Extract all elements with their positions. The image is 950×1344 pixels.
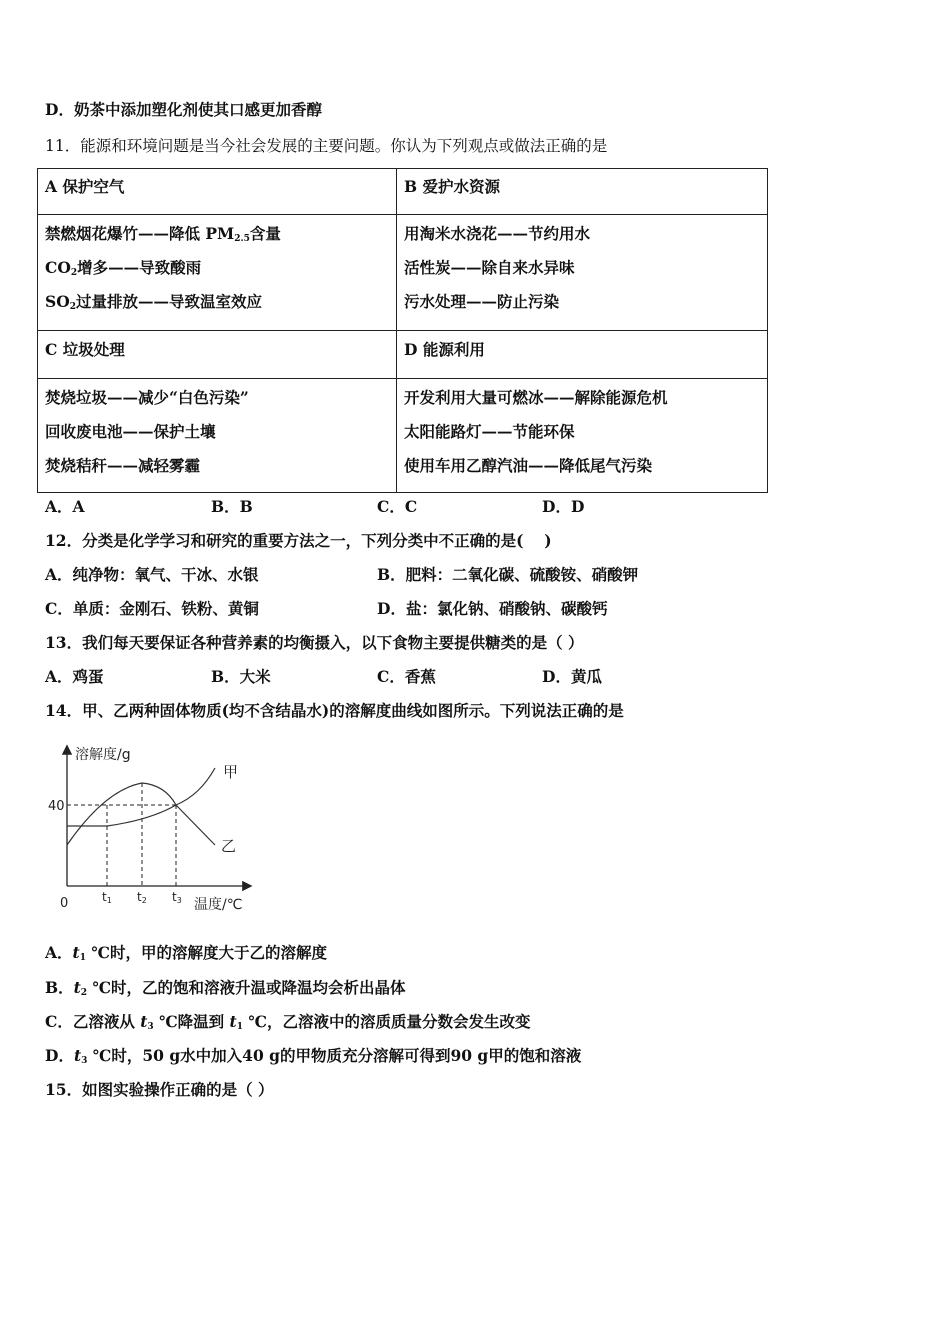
text: ℃时，乙的饱和溶液升温或降温均会析出晶体 [87, 978, 406, 997]
q15-stem: 15．如图实验操作正确的是（ ） [45, 1080, 274, 1099]
cell-b-row: 用淘米水浇花——节约用水 [404, 224, 591, 243]
q13-stem: 13．我们每天要保证各种营养素的均衡摄入，以下食物主要提供糖类的是（ ） [45, 633, 584, 652]
cell-b-row: 活性炭——除自来水异味 [404, 258, 575, 277]
q13-option-b: B．大米 [211, 667, 271, 686]
cell-c-row: 焚烧秸秆——减轻雾霾 [45, 456, 201, 475]
origin-label: 0 [60, 896, 69, 911]
guide-lines [67, 783, 176, 886]
q12-option-b: B．肥料：二氧化碳、硫酸铵、硝酸钾 [377, 565, 639, 584]
text: ℃，乙溶液中的溶质质量分数会发生改变 [242, 1012, 531, 1031]
text: 过量排放——导致温室效应 [75, 292, 262, 311]
subscript: 1 [79, 953, 86, 963]
text: t [73, 978, 81, 997]
q13-option-c: C．香蕉 [377, 667, 436, 686]
q12-option-c: C．单质：金刚石、铁粉、黄铜 [45, 599, 259, 618]
text: 禁燃烟花爆竹——降低 PM [45, 224, 235, 243]
text: ℃时，50 g水中加入40 g的甲物质充分溶解可得到90 g甲的饱和溶液 [87, 1046, 582, 1065]
text: SO [45, 292, 70, 311]
cell-a-header: A 保护空气 [45, 177, 125, 196]
cell-d-header: D 能源利用 [404, 340, 485, 359]
q12-stem: 12．分类是化学学习和研究的重要方法之一，下列分类中不正确的是( ) [45, 531, 552, 550]
text: 含量 [249, 224, 281, 243]
text: t [73, 1046, 82, 1065]
subscript: 2.5 [234, 234, 250, 244]
cell-d-row: 太阳能路灯——节能环保 [404, 422, 575, 441]
q13-option-d: D．黄瓜 [542, 667, 602, 686]
cell-c-row: 焚烧垃圾——减少“白色污染” [45, 388, 249, 407]
cell-b-header: B 爱护水资源 [404, 177, 500, 196]
subscript: 3 [81, 1056, 88, 1066]
subscript: 1 [236, 1022, 243, 1032]
q13-option-a: A．鸡蛋 [45, 667, 104, 686]
q14-option-d [45, 1046, 581, 1071]
text: D． [45, 1046, 74, 1065]
x-axis-label: 温度/℃ [194, 897, 243, 913]
q11-option-c: C．C [377, 497, 418, 516]
subscript: 2 [80, 988, 88, 998]
q12-option-d: D．盐：氯化钠、硝酸钠、碳酸钙 [377, 599, 608, 618]
cell-d-row: 使用车用乙醇汽油——降低尾气污染 [404, 456, 653, 475]
cell-c-header: C 垃圾处理 [45, 340, 125, 359]
text: 增多——导致酸雨 [77, 258, 202, 277]
q14-option-a [45, 943, 327, 968]
text: t [140, 1012, 148, 1031]
text: ℃时，甲的溶解度大于乙的溶解度 [85, 943, 327, 962]
q10-option-d: D．奶茶中添加塑化剂使其口感更加香醇 [45, 100, 322, 119]
q14-option-b [45, 978, 406, 1003]
text: B． [45, 978, 74, 997]
q11-option-d: D．D [542, 497, 585, 516]
subscript: 2 [69, 302, 76, 312]
y-tick-40: 40 [48, 799, 65, 814]
x-tick-t3: t3 [172, 890, 182, 905]
y-axis-label: 溶解度/g [75, 747, 131, 763]
subscript: 3 [147, 1022, 154, 1032]
q11-option-a: A．A [45, 497, 85, 516]
text: t [229, 1012, 237, 1031]
text: ℃降温到 [153, 1012, 230, 1031]
text: t [72, 943, 80, 962]
text: A． [45, 943, 73, 962]
q11-stem: 11．能源和环境问题是当今社会发展的主要问题。你认为下列观点或做法正确的是 [45, 137, 608, 155]
x-tick-t1: t1 [102, 890, 112, 905]
x-tick-t2: t2 [137, 890, 147, 905]
text: CO [45, 258, 71, 277]
cell-b-row: 污水处理——防止污染 [404, 292, 560, 311]
label-yi: 乙 [221, 837, 237, 855]
q11-option-b: B．B [211, 497, 253, 516]
cell-d-row: 开发利用大量可燃冰——解除能源危机 [404, 388, 668, 407]
q14-stem: 14．甲、乙两种固体物质(均不含结晶水)的溶解度曲线如图所示。下列说法正确的是 [45, 701, 624, 720]
q14-option-c [45, 1012, 530, 1037]
label-jia: 甲 [223, 763, 239, 781]
q12-option-a: A．纯净物：氧气、干冰、水银 [45, 565, 259, 584]
cell-c-row: 回收废电池——保护土壤 [45, 422, 216, 441]
subscript: 2 [70, 268, 78, 278]
curve-yi [67, 783, 215, 845]
text: C．乙溶液从 [45, 1012, 141, 1031]
